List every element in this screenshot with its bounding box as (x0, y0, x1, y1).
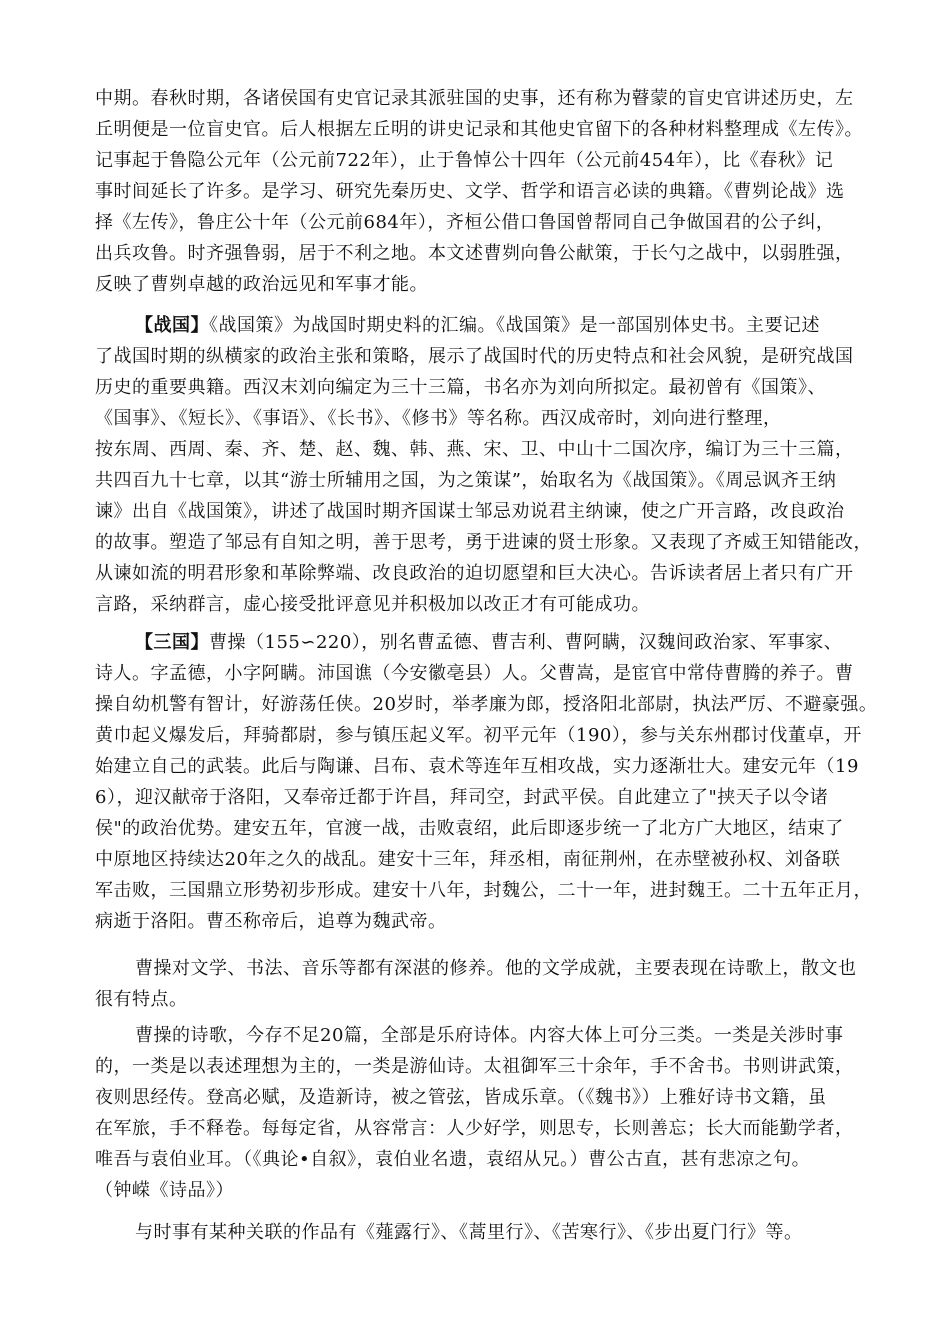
text-line: 中期。春秋时期，各诸侯国有史官记录其派驻国的史事，还有称为瞽蒙的盲史官讲述历史，左 (95, 88, 854, 109)
paragraph-works (95, 1217, 891, 1248)
text-line: 6），迎汉献帝于洛阳，又奉帝迁都于许昌，拜司空，封武平侯。自此建立了"挟天子以令诸 (95, 787, 829, 808)
text-line (95, 310, 891, 341)
text-line: 了战国时期的纵横家的政治主张和策略，展示了战国时代的历史特点和社会风貌，是研究战国 (95, 346, 854, 367)
paragraph-caocao-culture (95, 953, 891, 1015)
text-line: 反映了曹刿卓越的政治远见和军事才能。 (95, 274, 428, 295)
section-tag: 【三国】 (135, 632, 209, 653)
paragraph-sanguo (95, 627, 891, 937)
text-line: 的故事。塑造了邹忌有自知之明，善于思考，勇于进谏的贤士形象。又表现了齐威王知错能改， (95, 532, 872, 553)
text-line: 在军旅，手不释卷。每每定省，从容常言：人少好学，则思专，长则善忘；长大而能勤学者， (95, 1118, 854, 1139)
text-line: 病逝于洛阳。曹丕称帝后，追尊为魏武帝。 (95, 911, 447, 932)
text-line: 诗人。字孟德，小字阿瞒。沛国谯（今安徽亳县）人。父曹嵩，是宦官中常侍曹腾的养子。曹 (95, 663, 854, 684)
text-line: 从谏如流的明君形象和革除弊端、改良政治的迫切愿望和巨大决心。告诉读者居上者只有广开 (95, 563, 854, 584)
text-line: 黄巾起义爆发后，拜骑都尉，参与镇压起义军。初平元年（190），参与关东州郡讨伐董卓，开 (95, 725, 862, 746)
text-line: 择《左传》，鲁庄公十年（公元前684年），齐桓公借口鲁国曾帮同自己争做国君的公子纠， (95, 212, 835, 233)
text-line: 军击败，三国鼎立形势初步形成。建安十八年，封魏公，二十一年，进封魏王。二十五年正月， (95, 880, 872, 901)
text-line: 曹操的诗歌，今存不足20篇，全部是乐府诗体。内容大体上可分三类。一类是关涉时事 (135, 1025, 844, 1046)
text-line: 丘明便是一位盲史官。后人根据左丘明的讲史记录和其他史官留下的各种材料整理成《左传》。 (95, 119, 863, 140)
text-line: 事时间延长了许多。是学习、研究先秦历史、文学、哲学和语言必读的典籍。《曹刿论战》选 (95, 181, 845, 202)
text-line: 始建立自己的武装。此后与陶谦、吕布、袁术等连年互相攻战，实力逐渐壮大。建安元年（19 (95, 756, 859, 777)
text-line: 与时事有某种关联的作品有《薤露行》、《蒿里行》、《苦寒行》、《步出夏门行》等。 (135, 1222, 803, 1243)
text-line (95, 627, 891, 658)
text-line: 历史的重要典籍。西汉末刘向编定为三十三篇，书名亦为刘向所拟定。最初曾有《国策》、 (95, 377, 826, 398)
text-line: 的，一类是以表述理想为主的，一类是游仙诗。太祖御军三十余年，手不舍书。书则讲武策， (95, 1056, 854, 1077)
text-line: 按东周、西周、秦、齐、楚、赵、魏、韩、燕、宋、卫、中山十二国次序，编订为三十三篇， (95, 439, 854, 460)
text-line: 唯吾与袁伯业耳。（《典论•自叙》，袁伯业名遗，袁绍从兄。）曹公古直，甚有悲凉之句。 (95, 1149, 811, 1170)
text-line: （钟嵘《诗品》） (95, 1180, 234, 1201)
section-tag: 【战国】 (135, 315, 209, 336)
text-line: 《国事》、《短长》、《事语》、《长书》、《修书》等名称。西汉成帝时，刘向进行整理， (95, 408, 782, 429)
paragraph-zhanguo (95, 310, 891, 620)
text-line: 曹操对文学、书法、音乐等都有深湛的修养。他的文学成就，主要表现在诗歌上，散文也 (135, 958, 857, 979)
text-line: 谏》出自《战国策》，讲述了战国时期齐国谋士邹忌劝说君主纳谏，使之广开言路，改良政治 (95, 501, 845, 522)
text-segment: 曹操（155∽220），别名曹孟德、曹吉利、曹阿瞒，汉魏间政治家、军事家、 (209, 632, 843, 653)
text-line: 夜则思经传。登高必赋，及造新诗，被之管弦，皆成乐章。（《魏书》）上雅好诗书文籍，虽 (95, 1087, 827, 1108)
text-line: 言路，采纳群言，虚心接受批评意见并积极加以改正才有可能成功。 (95, 594, 650, 615)
paragraph-caocao-poetry (95, 1020, 891, 1206)
paragraph-zuozhuan (95, 83, 891, 300)
text-line: 侯"的政治优势。建安五年，官渡一战，击败袁绍，此后即逐步统一了北方广大地区，结束了 (95, 818, 844, 839)
text-line: 操自幼机警有智计，好游荡任侠。20岁时，举孝廉为郎，授洛阳北部尉，执法严厉、不避豪强。 (95, 694, 878, 715)
text-segment: 《战国策》为战国时期史料的汇编。《战国策》是一部国别体史书。主要记述 (209, 315, 820, 336)
text-line: 中原地区持续达20年之久的战乱。建安十三年，拜丞相，南征荆州，在赤壁被孙权、刘备联 (95, 849, 841, 870)
text-line: 共四百九十七章，以其“游士所辅用之国，为之策谋”，始取名为《战国策》。《周忌讽齐王纳 (95, 470, 837, 491)
text-line: 记事起于鲁隐公元年（公元前722年），止于鲁悼公十四年（公元前454年），比《春秋》记 (95, 150, 834, 171)
text-line: 出兵攻鲁。时齐强鲁弱，居于不利之地。本文述曹刿向鲁公献策，于长勺之战中，以弱胜强， (95, 243, 854, 264)
text-line: 很有特点。 (95, 989, 188, 1010)
